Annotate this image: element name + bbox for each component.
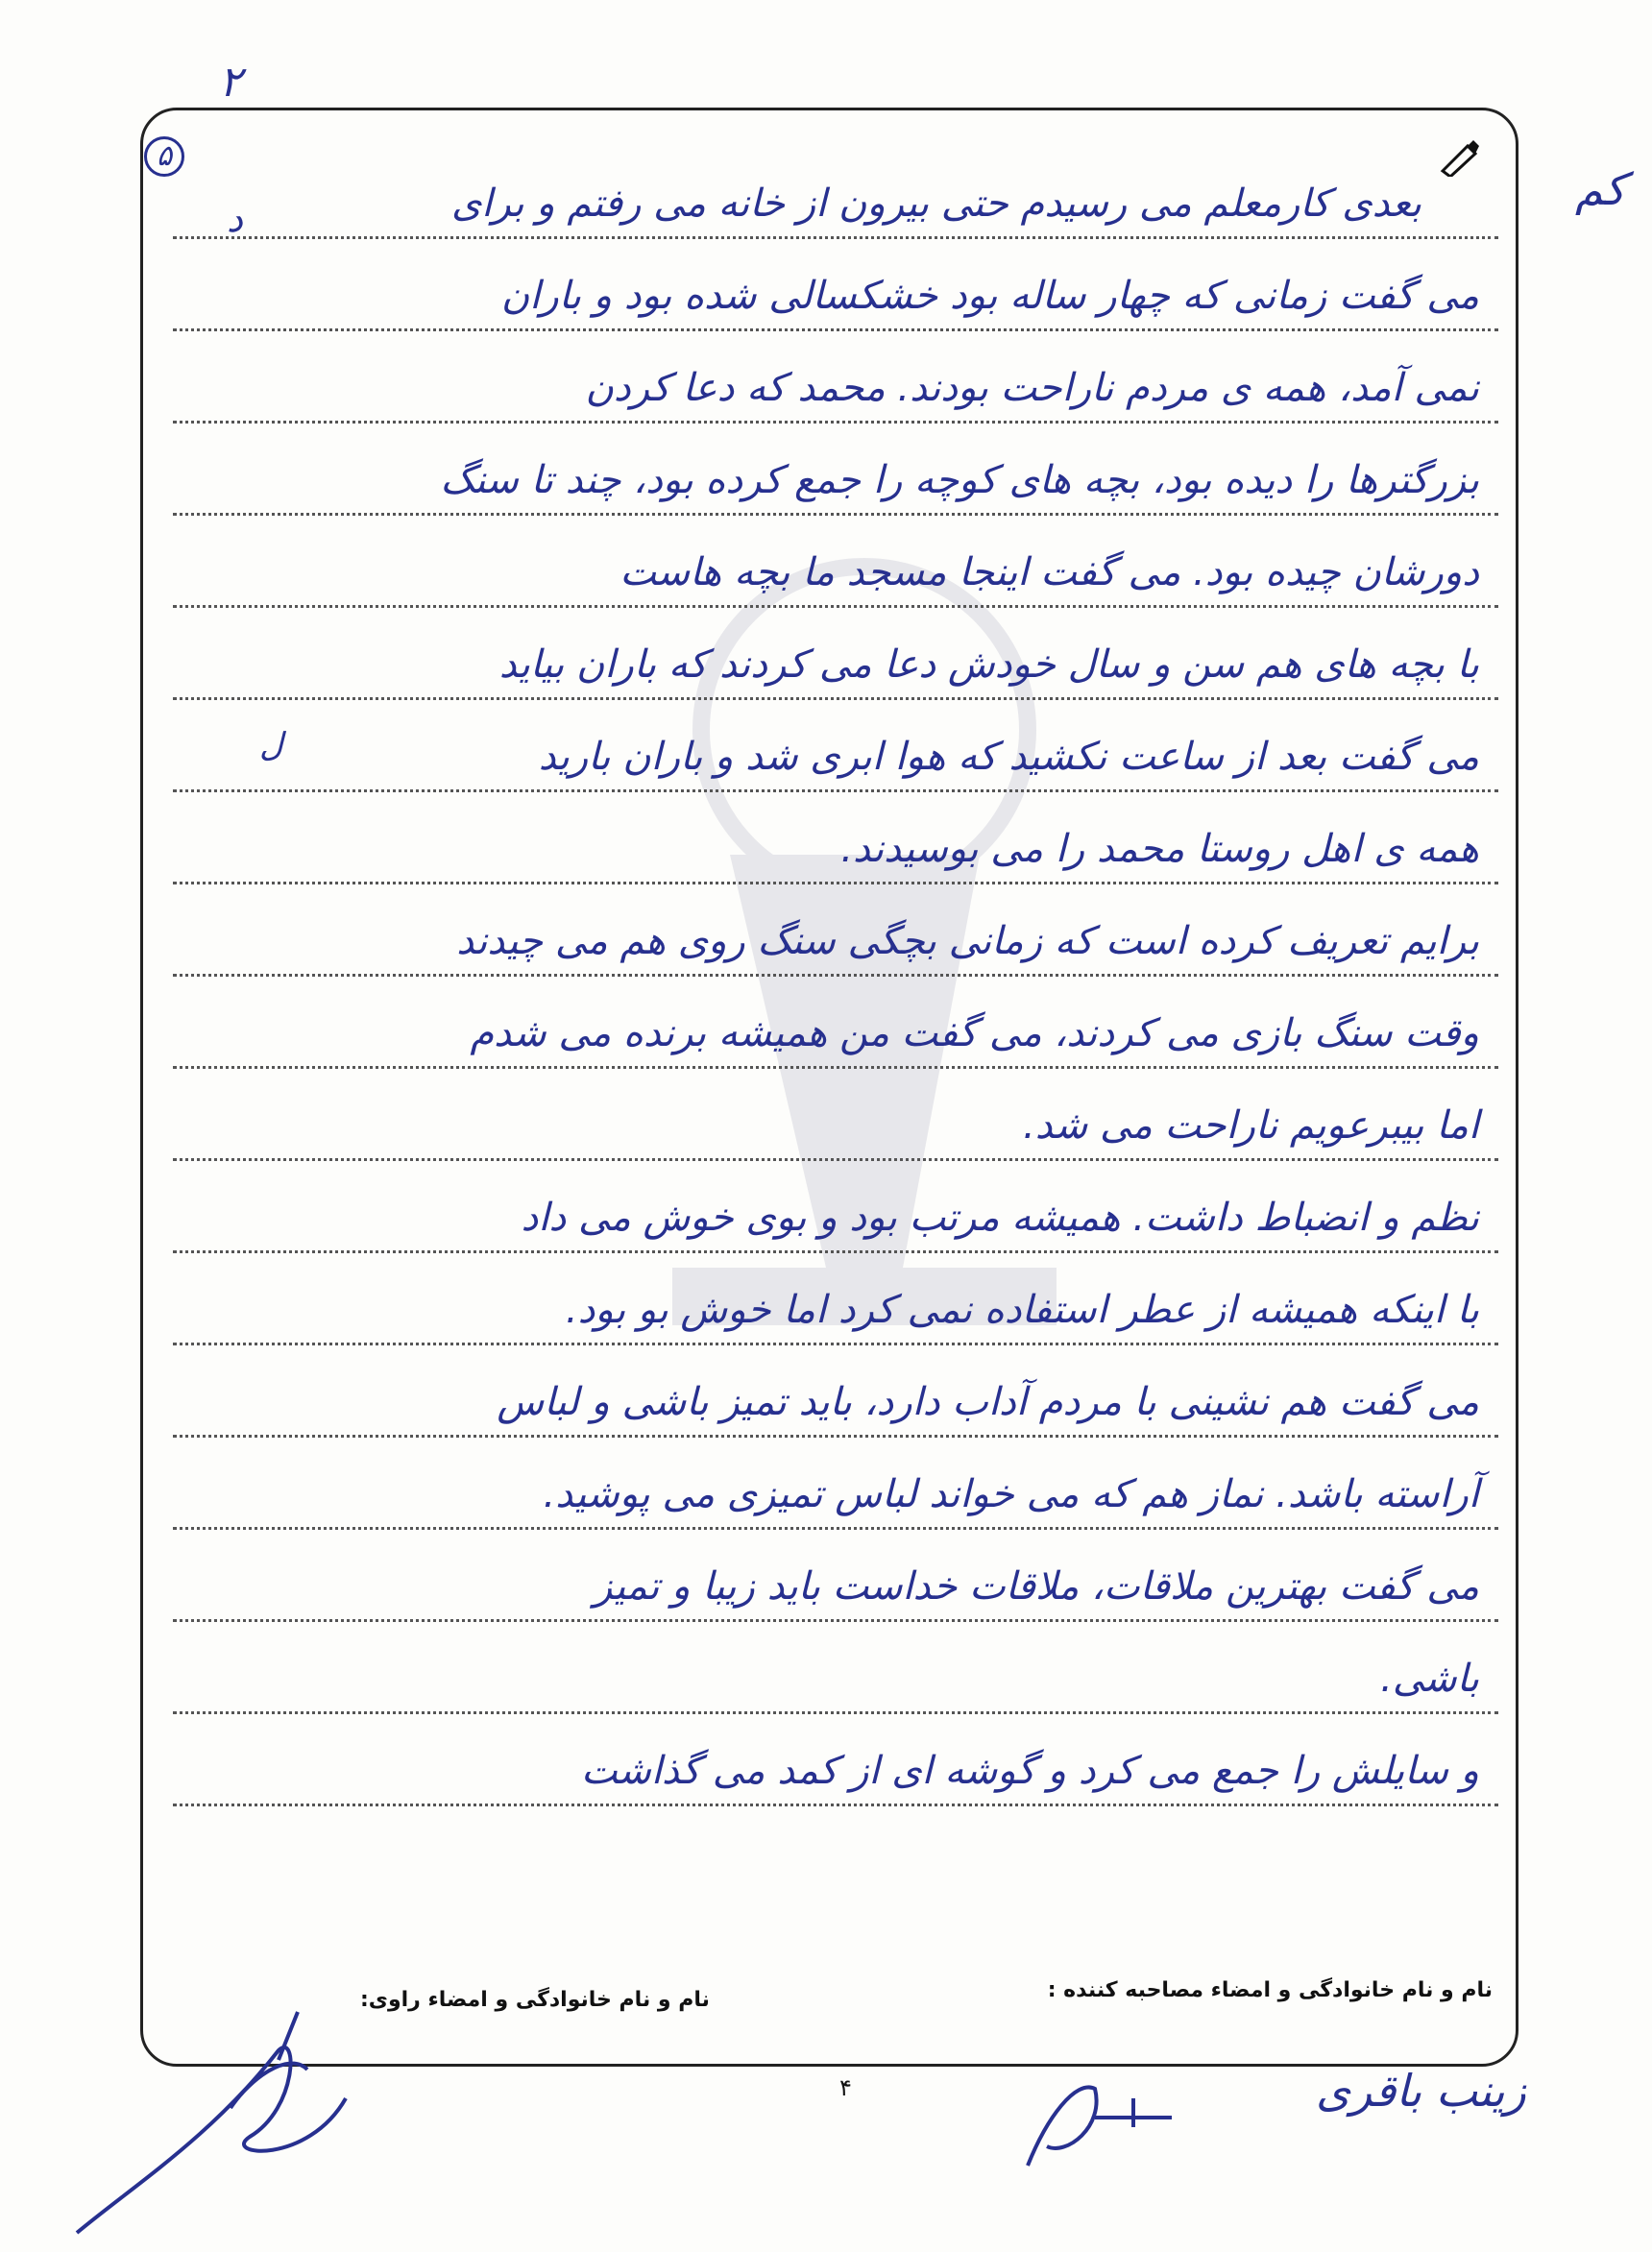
text-line [173,882,1498,977]
handwritten-text: بزرگترها را دیده بود، بچه های کوچه را جمع کرده بود، چند تا سنگ [440,458,1479,502]
handwritten-text: بعدی کارمعلم می رسیدم حتی بیرون از خانه می رفتم و برای [450,182,1421,226]
text-line [173,697,1498,792]
text-line [173,144,1498,239]
handwritten-text: وقت سنگ بازی می کردند، می گفت من همیشه برنده می شدم [470,1011,1479,1055]
text-line [173,1343,1498,1438]
handwritten-text: برایم تعریف کرده است که زمانی بچگی سنگ روی هم می چیدند [456,919,1479,963]
handwritten-text: می گفت هم نشینی با مردم آداب دارد، باید تمیز باشی و لباس [497,1380,1479,1424]
text-line [173,513,1498,608]
handwritten-text: اما بیبرعویم ناراحت می شد. [1023,1103,1479,1148]
text-line [173,421,1498,516]
handwritten-text: با اینکه همیشه از عطر استفاده نمی کرد اما خوش بو بود. [565,1288,1479,1332]
margin-number: ۲ [219,58,242,107]
narrator-label: نام و نام خانوادگی و امضاء راوی: [360,1988,710,2012]
handwritten-text: و سایلش را جمع می کرد و گوشه ای از کمد می گذاشت [581,1749,1479,1793]
handwritten-text: نظم و انضباط داشت. همیشه مرتب بود و بوی خوش می داد [521,1196,1479,1240]
narrator-name: زینب باقری [1316,2065,1526,2117]
text-line [173,1066,1498,1161]
text-line [173,236,1498,331]
handwritten-text: می گفت بعد از ساعت نکشید که هوا ابری شد و باران بارید [538,735,1479,779]
handwritten-text: با بچه های هم سن و سال خودش دعا می کردند که باران بیاید [498,642,1479,687]
text-line [173,1435,1498,1530]
margin-marker: ل [259,726,283,764]
handwritten-text: همه ی اهل روستا محمد را می بوسیدند. [840,827,1479,871]
text-line [173,974,1498,1069]
handwritten-text: باشی. [1380,1657,1479,1701]
text-line [173,1527,1498,1622]
handwritten-text: دورشان چیده بود. می گفت اینجا مسجد ما بچه هاست [620,550,1479,594]
circled-number: ۵ [144,136,184,177]
margin-note-right: کم [1575,163,1626,215]
text-line [173,1250,1498,1345]
text-line [173,1158,1498,1253]
text-line [173,328,1498,424]
interviewer-label: نام و نام خانوادگی و امضاء مصاحبه کننده : [1047,1978,1493,2002]
handwritten-text: نمی آمد، همه ی مردم ناراحت بودند. محمد که دعا کردن [585,366,1479,410]
text-line [173,605,1498,700]
handwritten-text: می گفت بهترین ملاقات، ملاقات خداست باید زیبا و تمیز [594,1564,1479,1609]
text-line [173,789,1498,884]
margin-marker: د [227,198,243,240]
handwritten-text: آراسته باشد. نماز هم که می خواند لباس تمیزی می پوشید. [543,1472,1479,1516]
signature-interviewer [989,2060,1181,2175]
page-number: ۴ [839,2074,852,2101]
handwritten-text: می گفت زمانی که چهار ساله بود خشکسالی شده بود و باران [500,274,1479,318]
text-line [173,1619,1498,1714]
text-line [173,1711,1498,1806]
signature-narrator [58,1993,365,2242]
